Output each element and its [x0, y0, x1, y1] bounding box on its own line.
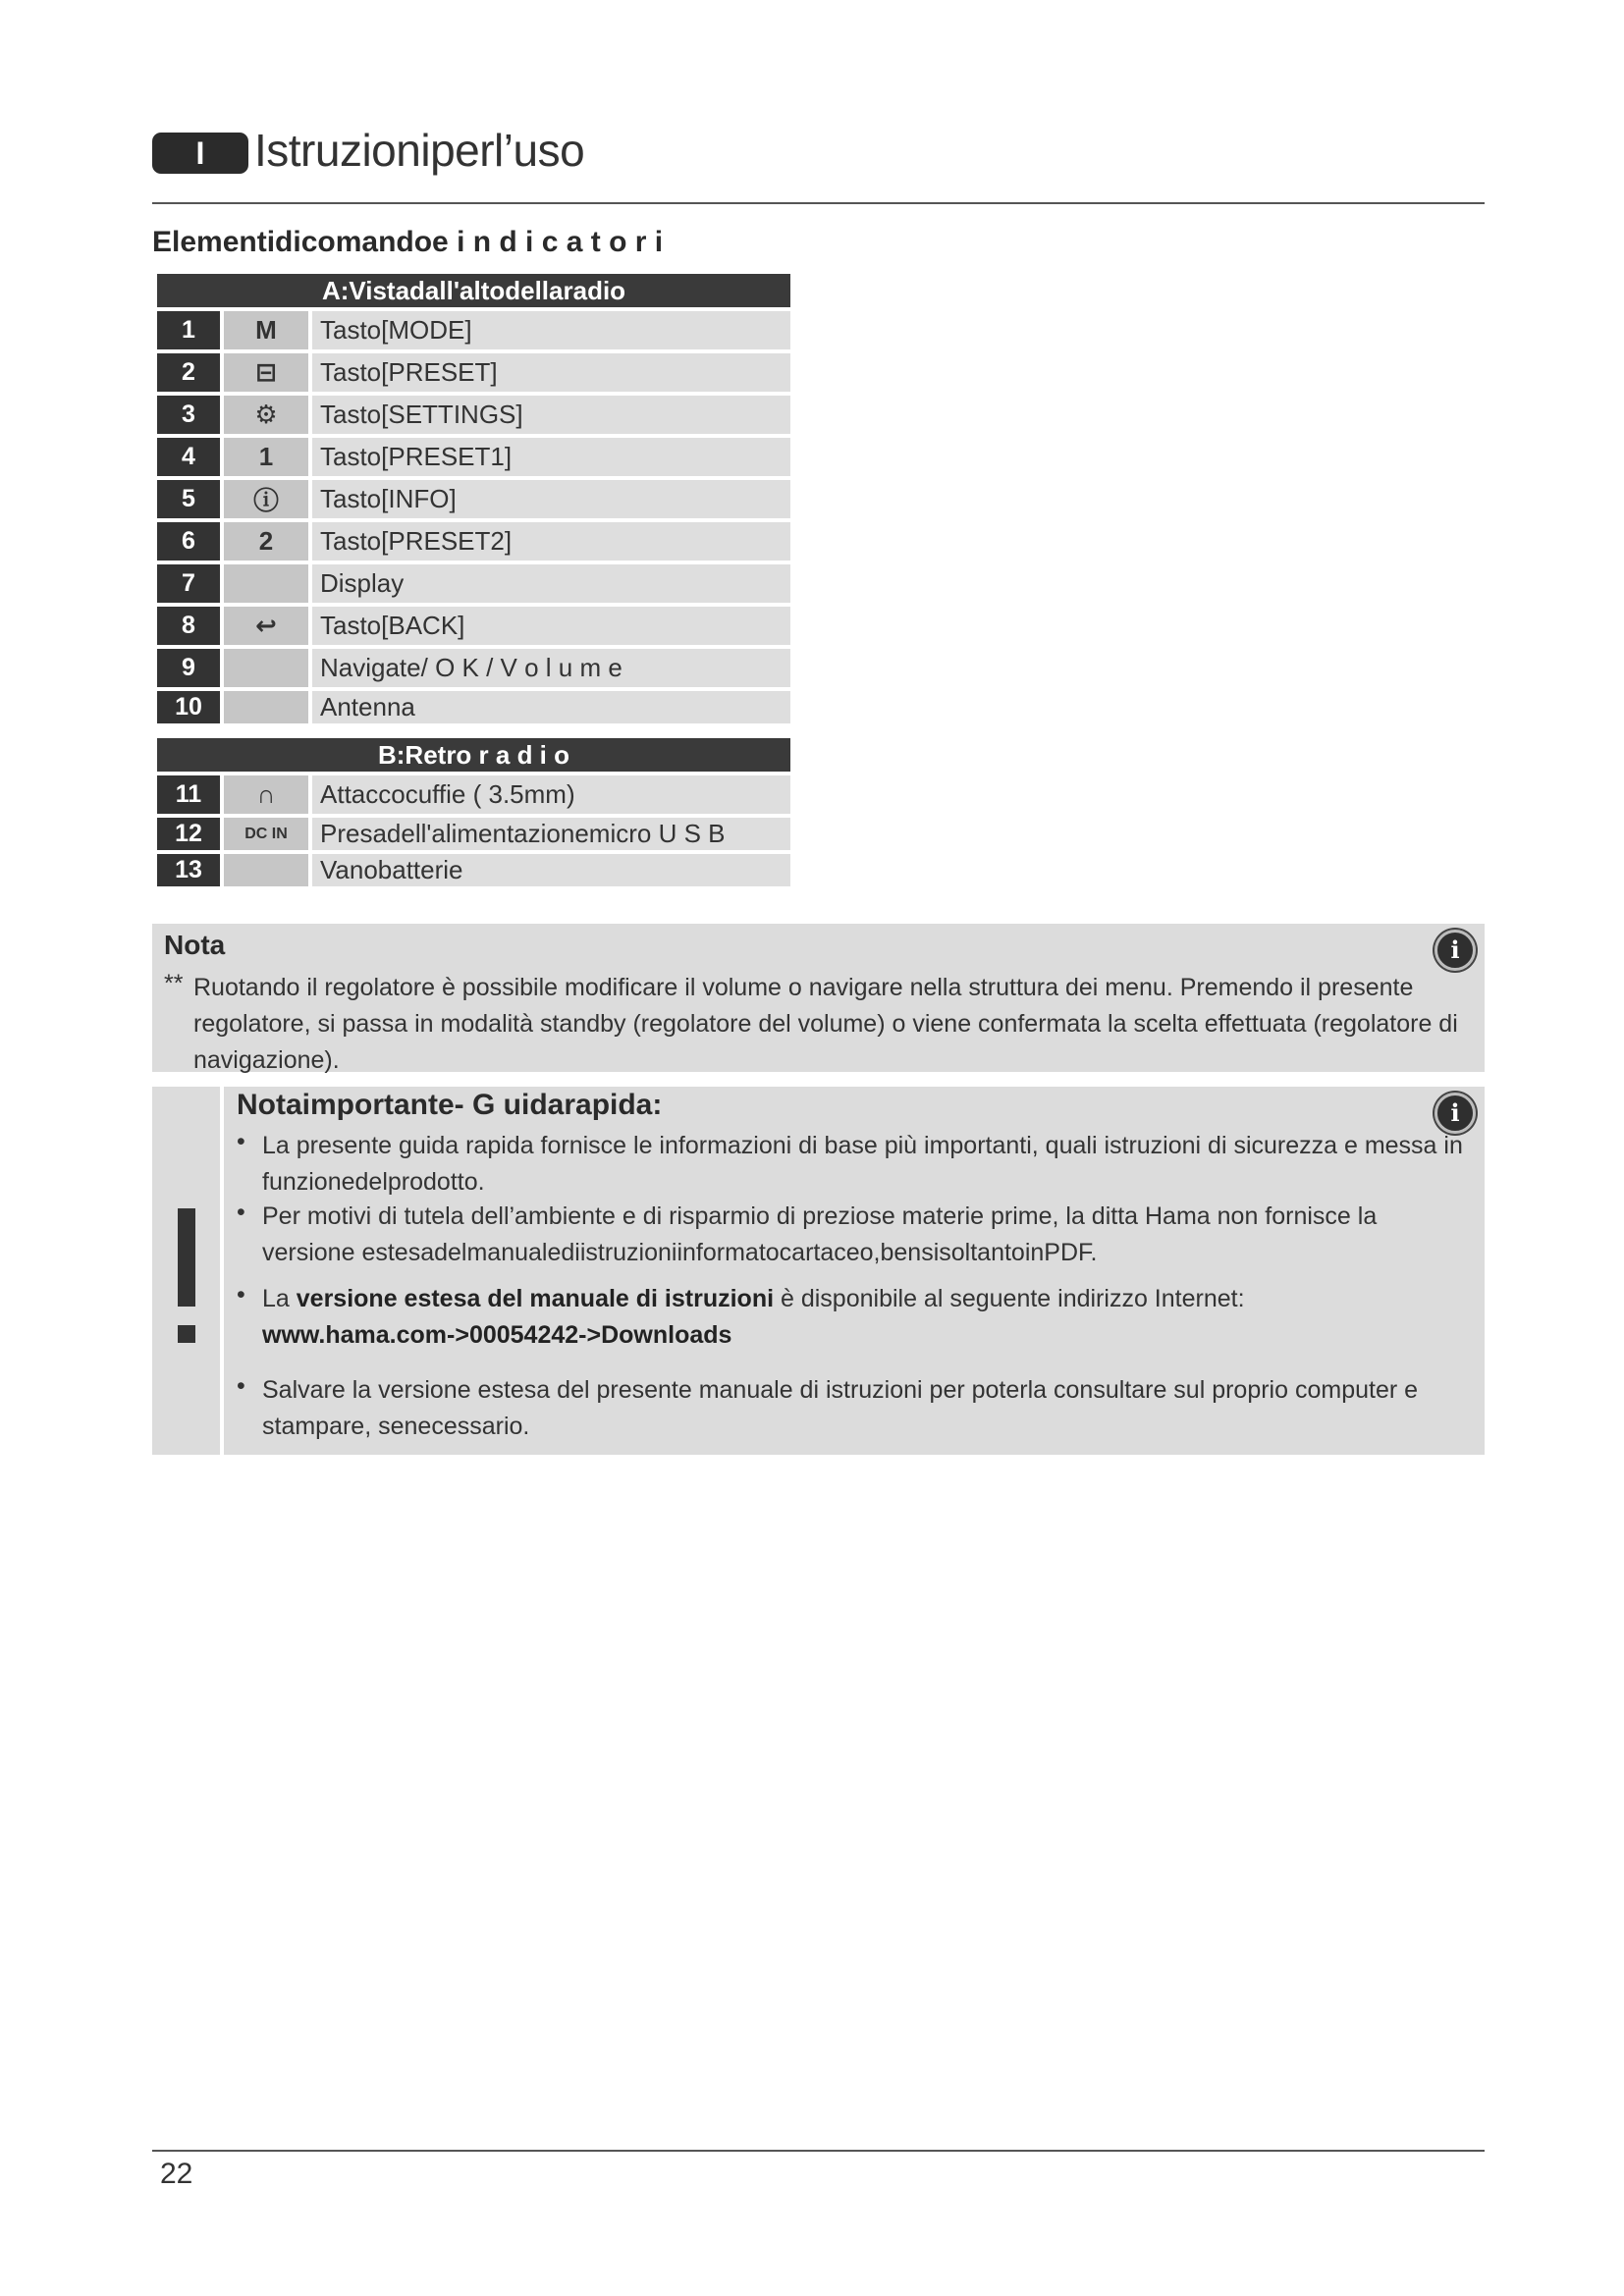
row-label: Tasto[MODE] [312, 311, 790, 349]
manual-text-pre: La [262, 1285, 297, 1312]
row-number: 13 [157, 854, 220, 886]
gear-icon: ⚙ [224, 396, 308, 434]
page-title: Istruzioniperl’uso [254, 125, 585, 176]
row-number: 5 [157, 480, 220, 518]
row-number: 11 [157, 775, 220, 814]
header-divider [152, 202, 1485, 204]
table-a-title: A:Vistadall'altodellaradio [157, 274, 790, 307]
download-url-link[interactable]: www.hama.com->00054242->Downloads [262, 1321, 732, 1349]
manual-text-bold: versione estesa del manuale di istruzioni [296, 1285, 775, 1312]
footer-divider [152, 2150, 1485, 2152]
preset-save-icon: ⊟ [224, 353, 308, 392]
row-label: Antenna [312, 691, 790, 723]
bullet-text-manual-link [262, 1281, 1470, 1354]
row-label: Vanobatterie [312, 854, 790, 886]
table-a-rows [157, 311, 790, 723]
row-number: 7 [157, 564, 220, 603]
table-b-rows [157, 775, 790, 886]
row-number: 12 [157, 818, 220, 850]
table-row [157, 775, 790, 814]
row-label: Tasto[PRESET1] [312, 438, 790, 476]
bullet-marker: • [237, 1372, 245, 1400]
mode-icon: M [224, 311, 308, 349]
info-icon: i [1435, 930, 1476, 971]
empty-icon-cell [224, 691, 308, 723]
bullet-text-environment: Per motivi di tutela dell’ambiente e di risparmio di preziose materie prime, la ditta Hama non fornisce la versione estesadelmanualediistruzioniinformatocartaceo,bensisoltantoinPDF. [262, 1202, 1378, 1266]
row-label: Display [312, 564, 790, 603]
table-row [157, 522, 790, 561]
table-row [157, 818, 790, 850]
table-row [157, 396, 790, 434]
language-badge: I [152, 133, 248, 174]
back-icon: ↩ [224, 607, 308, 645]
row-number: 2 [157, 353, 220, 392]
row-number: 3 [157, 396, 220, 434]
table-row [157, 649, 790, 687]
row-label: Tasto[PRESET] [312, 353, 790, 392]
note-marker: ** [164, 970, 184, 997]
important-note-box [224, 1087, 1485, 1455]
row-label: Presadell'alimentazionemicro U S B [312, 818, 790, 850]
page-number: 22 [160, 2158, 193, 2190]
bullet-text-quick-guide: La presente guida rapida fornisce le informazioni di base più importanti, quali istruzioni di sicurezza e messa in funzionedelprodotto. [262, 1132, 1463, 1196]
bullet-marker: • [237, 1128, 245, 1155]
note-box [152, 924, 1485, 1072]
manual-text-post: è disponibile al seguente indirizzo Internet: [774, 1285, 1245, 1312]
row-number: 4 [157, 438, 220, 476]
controls-table-back [157, 738, 790, 890]
bullet-marker: • [237, 1199, 245, 1226]
table-row [157, 854, 790, 886]
warning-sidebar [152, 1087, 220, 1455]
empty-icon-cell [224, 854, 308, 886]
row-label: Tasto[INFO] [312, 480, 790, 518]
exclamation-dot-icon [178, 1325, 195, 1343]
bullet-marker: • [237, 1281, 245, 1308]
exclamation-icon [178, 1208, 195, 1307]
table-row [157, 353, 790, 392]
row-number: 6 [157, 522, 220, 561]
table-b-title: B:Retro r a d i o [157, 738, 790, 772]
section-heading: Elementidicomandoe i n d i c a t o r i [152, 226, 664, 258]
bullet-text-save-manual: Salvare la versione estesa del presente manuale di istruzioni per poterla consultare sul proprio computer e stampare, senecessario. [262, 1376, 1419, 1440]
table-row [157, 564, 790, 603]
headphones-icon: ∩ [224, 775, 308, 814]
row-label: Attaccocuffie ( 3.5mm) [312, 775, 790, 814]
preset-2-icon: 2 [224, 522, 308, 561]
row-number: 8 [157, 607, 220, 645]
table-row [157, 480, 790, 518]
table-row [157, 311, 790, 349]
row-label: Navigate/ O K / V o l u m e [312, 649, 790, 687]
row-label: Tasto[PRESET2] [312, 522, 790, 561]
dc-in-icon: DC IN [224, 818, 308, 850]
note-text: Ruotando il regolatore è possibile modificare il volume o navigare nella struttura dei menu. Premendo il presente regolatore, si passa in modalità standby (regolatore del volume) o viene confermata la scelta effettuata (regolatore di navigazione). [193, 974, 1458, 1074]
table-row [157, 438, 790, 476]
empty-icon-cell [224, 649, 308, 687]
table-row [157, 607, 790, 645]
info-icon: ⓘ [224, 480, 308, 518]
row-label: Tasto[BACK] [312, 607, 790, 645]
note-title: Nota [164, 930, 226, 960]
info-icon: i [1435, 1093, 1476, 1134]
row-number: 9 [157, 649, 220, 687]
table-row [157, 691, 790, 723]
row-label: Tasto[SETTINGS] [312, 396, 790, 434]
important-note-title: Notaimportante- G uidarapida: [237, 1089, 663, 1121]
empty-icon-cell [224, 564, 308, 603]
row-number: 1 [157, 311, 220, 349]
controls-table-top [157, 274, 790, 727]
preset-1-icon: 1 [224, 438, 308, 476]
row-number: 10 [157, 691, 220, 723]
